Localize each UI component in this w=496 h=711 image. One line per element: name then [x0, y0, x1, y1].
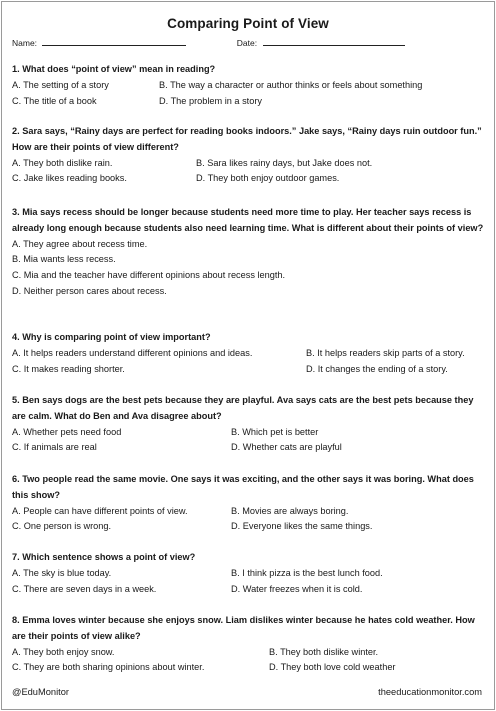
option-d[interactable]: D. Neither person cares about recess. [12, 285, 167, 296]
question-8 [12, 613, 488, 676]
option-d[interactable]: D. They both enjoy outdoor games. [196, 173, 340, 184]
question-4 [12, 330, 488, 377]
option-a[interactable]: A. They both dislike rain. [12, 157, 113, 168]
question-5 [12, 393, 488, 456]
question-stem: 1. What does “point of view” mean in reading? [12, 64, 216, 74]
option-d[interactable]: D. Water freezes when it is cold. [231, 583, 363, 594]
date-label: Date: [236, 38, 258, 48]
name-label: Name: [12, 38, 38, 48]
option-c[interactable]: C. There are seven days in a week. [12, 583, 157, 594]
option-a[interactable]: A. They agree about recess time. [12, 238, 148, 249]
option-c[interactable]: C. It makes reading shorter. [12, 363, 125, 374]
option-b[interactable]: B. I think pizza is the best lunch food. [231, 567, 383, 578]
footer-website: theeducationmonitor.com [378, 687, 482, 697]
question-2 [12, 124, 488, 187]
option-b[interactable]: B. They both dislike winter. [269, 646, 379, 657]
option-c[interactable]: C. Mia and the teacher have different opinions about recess length. [12, 270, 286, 281]
option-c[interactable]: C. The title of a book [12, 95, 97, 106]
worksheet-page [1, 1, 495, 710]
question-stem: 7. Which sentence shows a point of view? [12, 552, 196, 562]
page-title: Comparing Point of View [167, 16, 329, 31]
question-1 [12, 62, 488, 109]
option-b[interactable]: B. Which pet is better [231, 426, 319, 437]
option-b[interactable]: B. It helps readers skip parts of a story. [306, 347, 465, 358]
option-c[interactable]: C. They are both sharing opinions about winter. [12, 662, 205, 673]
question-7 [12, 550, 488, 597]
option-b[interactable]: B. Mia wants less recess. [12, 254, 116, 265]
name-field[interactable] [42, 38, 186, 46]
question-stem: 4. Why is comparing point of view important? [12, 332, 211, 342]
option-a[interactable]: A. People can have different points of view. [12, 505, 188, 516]
question-3 [12, 205, 488, 300]
name-date-row [12, 38, 405, 48]
option-c[interactable]: C. If animals are real [12, 442, 97, 453]
option-a[interactable]: A. It helps readers understand different opinions and ideas. [12, 347, 253, 358]
option-d[interactable]: D. It changes the ending of a story. [306, 363, 448, 374]
option-a[interactable]: A. The setting of a story [12, 79, 109, 90]
question-6 [12, 472, 488, 535]
option-c[interactable]: C. Jake likes reading books. [12, 173, 127, 184]
option-b[interactable]: B. Sara likes rainy days, but Jake does not. [196, 157, 373, 168]
option-b[interactable]: B. The way a character or author thinks or feels about something [159, 79, 423, 90]
option-d[interactable]: D. They both love cold weather [269, 662, 396, 673]
option-d[interactable]: D. The problem in a story [159, 95, 262, 106]
question-stem: 5. Ben says dogs are the best pets because they are playful. Ava says cats are the best pets because they are calm. What do Ben and Ava disagree about? [12, 395, 474, 421]
option-a[interactable]: A. Whether pets need food [12, 426, 122, 437]
question-stem: 6. Two people read the same movie. One says it was exciting, and the other says it was boring. What does this show? [12, 474, 474, 500]
footer-handle: @EduMonitor [12, 687, 69, 697]
option-b[interactable]: B. Movies are always boring. [231, 505, 349, 516]
question-stem: 2. Sara says, “Rainy days are perfect for reading books indoors.” Jake says, “Rainy days ruin outdoor fun.” How are their points of view different? [12, 126, 482, 152]
option-d[interactable]: D. Whether cats are playful [231, 442, 342, 453]
question-stem: 8. Emma loves winter because she enjoys snow. Liam dislikes winter because he hates cold weather. How are their points of view alike? [12, 615, 475, 641]
question-stem: 3. Mia says recess should be longer because students need more time to play. Her teacher says recess is already long enough because students also need learning time. What is different about their points of view? [12, 207, 484, 233]
option-a[interactable]: A. They both enjoy snow. [12, 646, 115, 657]
option-c[interactable]: C. One person is wrong. [12, 521, 112, 532]
option-d[interactable]: D. Everyone likes the same things. [231, 521, 373, 532]
option-a[interactable]: A. The sky is blue today. [12, 567, 112, 578]
date-field[interactable] [263, 38, 405, 46]
